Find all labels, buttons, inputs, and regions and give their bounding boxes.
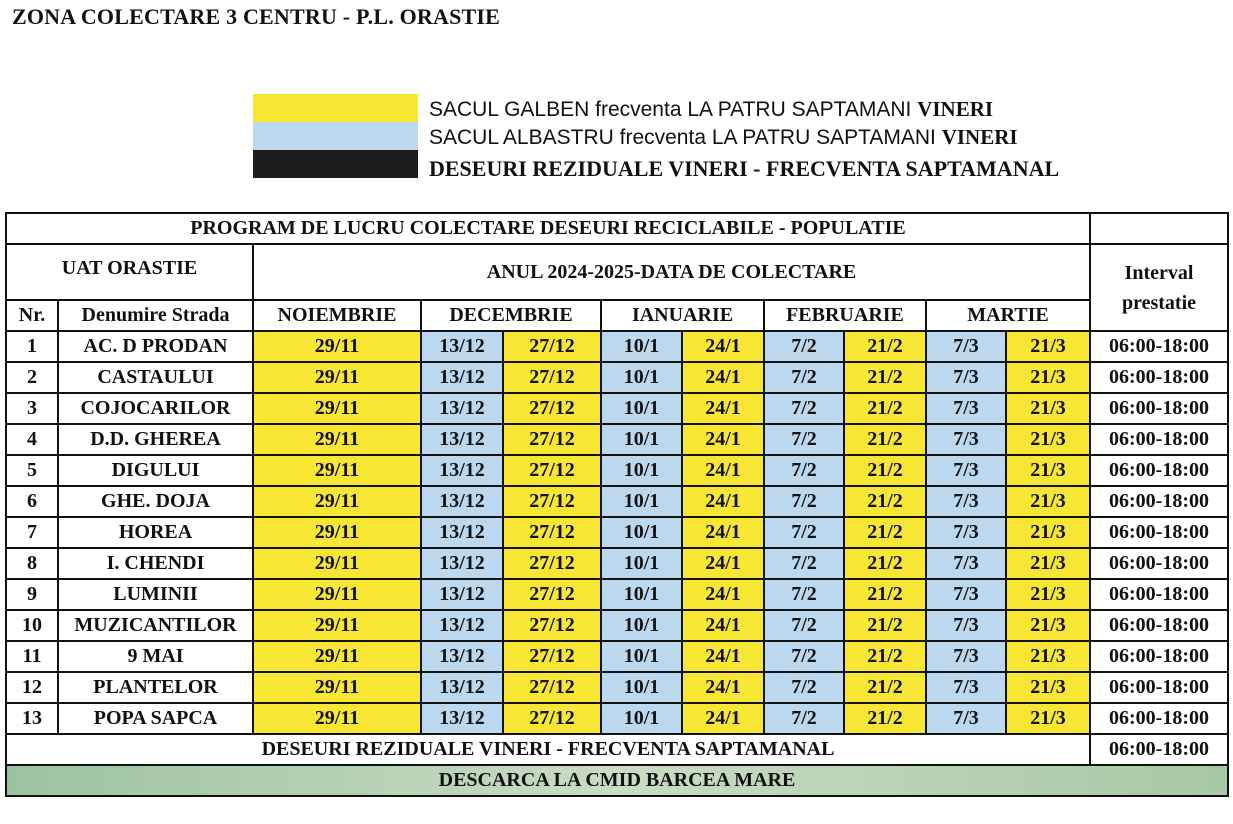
collection-date: 7/2	[764, 579, 844, 610]
collection-date: 24/1	[682, 548, 764, 579]
collection-date: 7/3	[926, 486, 1006, 517]
collection-date: 7/2	[764, 610, 844, 641]
table-row	[6, 672, 1228, 703]
collection-date: 7/2	[764, 455, 844, 486]
collection-date: 24/1	[682, 424, 764, 455]
collection-date: 21/3	[1006, 610, 1090, 641]
collection-date: 10/1	[601, 610, 682, 641]
street-name: 9 MAI	[58, 641, 253, 672]
collection-date: 21/3	[1006, 703, 1090, 734]
collection-date: 10/1	[601, 424, 682, 455]
collection-date: 21/2	[844, 393, 926, 424]
interval-value: 06:00-18:00	[1090, 486, 1228, 517]
residual-row: DESEURI REZIDUALE VINERI - FRECVENTA SAPTAMANAL	[6, 734, 1090, 765]
collection-date: 7/2	[764, 331, 844, 362]
table-row	[6, 703, 1228, 734]
collection-date: 10/1	[601, 486, 682, 517]
collection-date: 7/3	[926, 331, 1006, 362]
row-number: 2	[6, 362, 58, 393]
street-name: D.D. GHEREA	[58, 424, 253, 455]
collection-date: 21/2	[844, 610, 926, 641]
table-row	[6, 424, 1228, 455]
interval-value: 06:00-18:00	[1090, 548, 1228, 579]
collection-date: 10/1	[601, 548, 682, 579]
interval-value: 06:00-18:00	[1090, 331, 1228, 362]
collection-date: 24/1	[682, 672, 764, 703]
interval-value: 06:00-18:00	[1090, 393, 1228, 424]
street-name: MUZICANTILOR	[58, 610, 253, 641]
month-header: MARTIE	[926, 300, 1090, 331]
collection-date: 10/1	[601, 331, 682, 362]
year-header: ANUL 2024-2025-DATA DE COLECTARE	[253, 244, 1090, 300]
collection-date: 7/3	[926, 455, 1006, 486]
collection-date: 29/11	[253, 610, 421, 641]
street-name: COJOCARILOR	[58, 393, 253, 424]
interval-value: 06:00-18:00	[1090, 424, 1228, 455]
collection-date: 29/11	[253, 517, 421, 548]
collection-date: 27/12	[503, 455, 601, 486]
collection-date: 27/12	[503, 362, 601, 393]
collection-date: 29/11	[253, 641, 421, 672]
collection-date: 24/1	[682, 579, 764, 610]
collection-date: 21/3	[1006, 548, 1090, 579]
collection-date: 27/12	[503, 703, 601, 734]
table-row	[6, 517, 1228, 548]
collection-date: 10/1	[601, 703, 682, 734]
collection-date: 21/3	[1006, 579, 1090, 610]
collection-date: 27/12	[503, 641, 601, 672]
nr-header: Nr.	[6, 300, 58, 331]
collection-date: 21/3	[1006, 641, 1090, 672]
collection-date: 21/2	[844, 548, 926, 579]
collection-date: 7/3	[926, 548, 1006, 579]
schedule-table	[5, 212, 1229, 797]
collection-date: 21/2	[844, 331, 926, 362]
collection-date: 10/1	[601, 455, 682, 486]
interval-value: 06:00-18:00	[1090, 362, 1228, 393]
row-number: 12	[6, 672, 58, 703]
collection-date: 21/3	[1006, 455, 1090, 486]
collection-date: 10/1	[601, 672, 682, 703]
interval-header: Interval prestatie	[1090, 244, 1228, 331]
row-number: 1	[6, 331, 58, 362]
street-name: DIGULUI	[58, 455, 253, 486]
collection-date: 21/3	[1006, 424, 1090, 455]
collection-date: 27/12	[503, 672, 601, 703]
collection-date: 29/11	[253, 424, 421, 455]
month-header: FEBRUARIE	[764, 300, 926, 331]
collection-date: 10/1	[601, 393, 682, 424]
collection-date: 21/2	[844, 703, 926, 734]
collection-date: 21/3	[1006, 672, 1090, 703]
collection-date: 7/3	[926, 362, 1006, 393]
collection-date: 10/1	[601, 641, 682, 672]
collection-date: 7/3	[926, 641, 1006, 672]
collection-date: 13/12	[421, 486, 503, 517]
collection-date: 21/2	[844, 641, 926, 672]
collection-date: 21/2	[844, 486, 926, 517]
street-name: HOREA	[58, 517, 253, 548]
collection-date: 27/12	[503, 486, 601, 517]
collection-date: 24/1	[682, 610, 764, 641]
interval-value: 06:00-18:00	[1090, 610, 1228, 641]
row-number: 13	[6, 703, 58, 734]
street-name: PLANTELOR	[58, 672, 253, 703]
collection-date: 13/12	[421, 579, 503, 610]
collection-date: 21/3	[1006, 517, 1090, 548]
collection-date: 13/12	[421, 455, 503, 486]
collection-date: 7/2	[764, 641, 844, 672]
collection-date: 21/2	[844, 362, 926, 393]
collection-date: 24/1	[682, 362, 764, 393]
footer-row: DESCARCA LA CMID BARCEA MARE	[6, 765, 1228, 796]
collection-date: 21/3	[1006, 331, 1090, 362]
black-swatch	[253, 150, 418, 178]
table-row	[6, 610, 1228, 641]
collection-date: 29/11	[253, 579, 421, 610]
table-row	[6, 579, 1228, 610]
legend-text: SACUL ALBASTRU frecventa LA PATRU SAPTAMANI VINERI	[429, 125, 1018, 149]
collection-date: 13/12	[421, 424, 503, 455]
collection-date: 13/12	[421, 393, 503, 424]
legend-text: SACUL GALBEN frecventa LA PATRU SAPTAMANI VINERI	[429, 97, 994, 121]
collection-date: 21/2	[844, 455, 926, 486]
legend-text: DESEURI REZIDUALE VINERI - FRECVENTA SAPTAMANAL	[429, 156, 1060, 181]
collection-date: 27/12	[503, 579, 601, 610]
interval-value: 06:00-18:00	[1090, 579, 1228, 610]
collection-date: 13/12	[421, 548, 503, 579]
collection-date: 7/2	[764, 424, 844, 455]
row-number: 3	[6, 393, 58, 424]
collection-date: 24/1	[682, 486, 764, 517]
table-row	[6, 331, 1228, 362]
collection-date: 10/1	[601, 579, 682, 610]
collection-date: 27/12	[503, 393, 601, 424]
yellow-swatch	[253, 94, 418, 122]
collection-date: 27/12	[503, 331, 601, 362]
collection-date: 29/11	[253, 393, 421, 424]
street-name: CASTAULUI	[58, 362, 253, 393]
street-name: AC. D PRODAN	[58, 331, 253, 362]
row-number: 8	[6, 548, 58, 579]
row-number: 11	[6, 641, 58, 672]
collection-date: 7/2	[764, 517, 844, 548]
collection-date: 27/12	[503, 548, 601, 579]
collection-date: 7/3	[926, 610, 1006, 641]
collection-date: 21/2	[844, 517, 926, 548]
collection-date: 13/12	[421, 362, 503, 393]
interval-value: 06:00-18:00	[1090, 672, 1228, 703]
collection-date: 29/11	[253, 548, 421, 579]
interval-value: 06:00-18:00	[1090, 455, 1228, 486]
collection-date: 10/1	[601, 517, 682, 548]
program-title: PROGRAM DE LUCRU COLECTARE DESEURI RECICLABILE - POPULATIE	[6, 213, 1090, 244]
collection-date: 7/2	[764, 672, 844, 703]
collection-date: 21/2	[844, 424, 926, 455]
collection-date: 13/12	[421, 610, 503, 641]
collection-date: 21/2	[844, 579, 926, 610]
collection-date: 13/12	[421, 672, 503, 703]
collection-date: 27/12	[503, 610, 601, 641]
residual-interval: 06:00-18:00	[1090, 734, 1228, 765]
collection-date: 13/12	[421, 641, 503, 672]
collection-date: 7/2	[764, 362, 844, 393]
collection-date: 29/11	[253, 331, 421, 362]
month-header: IANUARIE	[601, 300, 764, 331]
table-row	[6, 548, 1228, 579]
collection-date: 7/3	[926, 672, 1006, 703]
street-name: POPA SAPCA	[58, 703, 253, 734]
collection-date: 7/3	[926, 703, 1006, 734]
collection-date: 24/1	[682, 703, 764, 734]
street-name: I. CHENDI	[58, 548, 253, 579]
collection-date: 7/3	[926, 579, 1006, 610]
collection-date: 27/12	[503, 517, 601, 548]
collection-date: 7/2	[764, 393, 844, 424]
row-number: 5	[6, 455, 58, 486]
collection-date: 29/11	[253, 486, 421, 517]
blank-cell	[1090, 213, 1228, 244]
interval-value: 06:00-18:00	[1090, 517, 1228, 548]
row-number: 6	[6, 486, 58, 517]
row-number: 9	[6, 579, 58, 610]
month-header: NOIEMBRIE	[253, 300, 421, 331]
collection-date: 29/11	[253, 672, 421, 703]
month-header: DECEMBRIE	[421, 300, 601, 331]
collection-date: 13/12	[421, 331, 503, 362]
collection-date: 7/2	[764, 548, 844, 579]
collection-date: 7/3	[926, 424, 1006, 455]
collection-date: 7/3	[926, 393, 1006, 424]
collection-date: 24/1	[682, 455, 764, 486]
collection-date: 13/12	[421, 517, 503, 548]
table-row	[6, 641, 1228, 672]
page-title: ZONA COLECTARE 3 CENTRU - P.L. ORASTIE	[12, 4, 501, 29]
collection-date: 24/1	[682, 393, 764, 424]
collection-date: 7/3	[926, 517, 1006, 548]
collection-date: 21/3	[1006, 393, 1090, 424]
table-row	[6, 362, 1228, 393]
collection-date: 21/2	[844, 672, 926, 703]
street-header: Denumire Strada	[58, 300, 253, 331]
table-row	[6, 455, 1228, 486]
collection-date: 29/11	[253, 455, 421, 486]
row-number: 10	[6, 610, 58, 641]
collection-date: 13/12	[421, 703, 503, 734]
collection-date: 7/2	[764, 703, 844, 734]
collection-date: 10/1	[601, 362, 682, 393]
row-number: 7	[6, 517, 58, 548]
collection-date: 24/1	[682, 331, 764, 362]
uat-header: UAT ORASTIE	[6, 244, 253, 300]
street-name: LUMINII	[58, 579, 253, 610]
table-row	[6, 393, 1228, 424]
table-row	[6, 486, 1228, 517]
street-name: GHE. DOJA	[58, 486, 253, 517]
row-number: 4	[6, 424, 58, 455]
interval-value: 06:00-18:00	[1090, 703, 1228, 734]
collection-date: 21/3	[1006, 486, 1090, 517]
collection-date: 7/2	[764, 486, 844, 517]
interval-value: 06:00-18:00	[1090, 641, 1228, 672]
collection-date: 29/11	[253, 362, 421, 393]
collection-date: 27/12	[503, 424, 601, 455]
collection-date: 21/3	[1006, 362, 1090, 393]
collection-date: 24/1	[682, 517, 764, 548]
collection-date: 24/1	[682, 641, 764, 672]
collection-date: 29/11	[253, 703, 421, 734]
blue-swatch	[253, 122, 418, 150]
